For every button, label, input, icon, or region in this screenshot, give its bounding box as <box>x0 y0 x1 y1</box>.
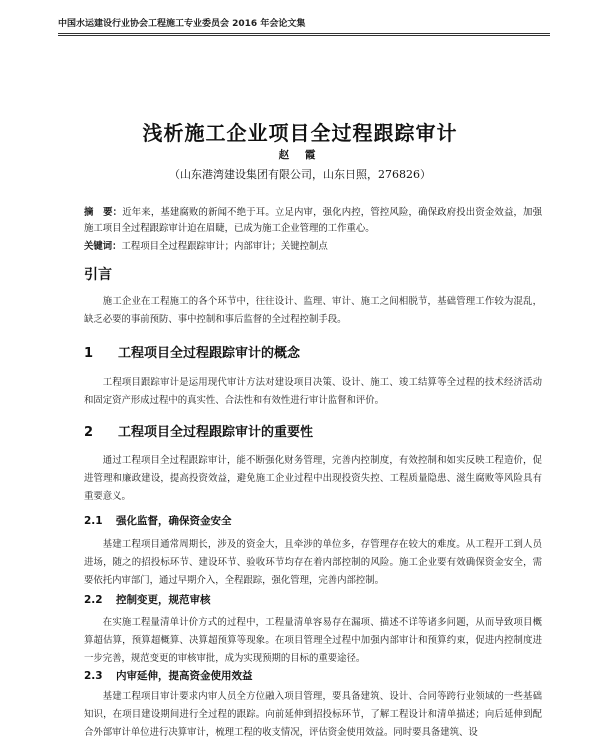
keywords-text: 工程项目全过程跟踪审计；内部审计；关键控制点 <box>121 241 328 252</box>
paper-title: 浅析施工企业项目全过程跟踪审计 <box>142 121 458 145</box>
keywords <box>84 239 542 255</box>
section-2-3-heading <box>84 668 253 683</box>
section-2-paragraph: 通过工程项目全过程跟踪审计，能不断强化财务管理，完善内控制度，有效控制和如实反映工程造价，促进管理和廉政建设，提高投资效益，避免施工企业过程中出现投资失控、工程质量隐患、滋生腐败等风险具有重要意义。 <box>84 455 542 502</box>
section-1-number: 1 <box>84 346 94 361</box>
section-2-1-paragraph: 基建工程项目通常周期长，涉及的资金大，且牵涉的单位多，存管理存在较大的难度。从工程开工到人员进场，随之的招投标环节、建设环节、验收环节均存在着内部控制的风险。施工企业要有效确保资金安全，需要依托内审部门，通过早期介入，全程跟踪，强化管理，完善内部控制。 <box>84 539 542 586</box>
keywords-label: 关键词： <box>84 241 122 252</box>
section-2-1-number: 2.1 <box>84 515 103 527</box>
header-rule <box>58 33 550 34</box>
section-2-1-heading <box>84 513 232 528</box>
section-1-heading <box>84 342 300 361</box>
section-2-3-number: 2.3 <box>84 670 103 682</box>
section-2-3-paragraph: 基建工程项目审计要求内审人员全方位融入项目管理，要具备建筑、设计、合同等跨行业领域的一些基础知识，在项目建设期间进行全过程的跟踪。向前延伸到招投标环节，了解工程设计和清单描述；向后延伸到配合外部审计单位进行决算审计，梳理工程的收支情况，评估资金使用效益。同时要具备建筑、设 <box>84 691 542 738</box>
abstract <box>84 205 542 237</box>
section-2-1-title: 强化监督，确保资金安全 <box>116 515 232 527</box>
section-1-paragraph: 工程项目跟踪审计是运用现代审计方法对建设项目决策、设计、施工、竣工结算等全过程的技术经济活动和固定资产形成过程中的真实性、合法性和有效性进行审计监督和评价。 <box>84 377 542 406</box>
section-2-number: 2 <box>84 425 94 440</box>
section-2-3-title: 内审延伸，提高资金使用效益 <box>116 670 253 682</box>
section-2-2-number: 2.2 <box>84 594 103 606</box>
abstract-label: 摘 要： <box>84 207 123 218</box>
section-1-title: 工程项目全过程跟踪审计的概念 <box>118 346 301 361</box>
author-name: 赵 霞 <box>278 149 322 161</box>
author-affiliation: （山东港湾建设集团有限公司，山东日照，276826） <box>169 168 431 181</box>
section-2-title: 工程项目全过程跟踪审计的重要性 <box>118 425 314 440</box>
intro-heading: 引言 <box>84 267 112 283</box>
intro-paragraph: 施工企业在工程施工的各个环节中，往往设计、监理、审计、施工之间相脱节，基础管理工作较为混乱，缺乏必要的事前预防、事中控制和事后监督的全过程控制手段。 <box>84 296 542 325</box>
section-2-heading <box>84 421 313 440</box>
running-header: 中国水运建设行业协会工程施工专业委员会 2016 年会论文集 <box>58 19 306 29</box>
abstract-text: 近年来，基建腐败的新闻不绝于耳。立足内审，强化内控，管控风险，确保政府投出资金效益，加强施工项目全过程跟踪审计迫在眉睫，已成为施工企业管理的工作重心。 <box>84 207 542 234</box>
header-rule-thin <box>58 35 550 36</box>
section-2-2-paragraph: 在实施工程量清单计价方式的过程中，工程量清单容易存在漏项、描述不详等诸多问题，从而导致项目概算超估算，预算超概算、决算超预算等现象。在项目管理全过程中加强内部审计和预算约束，促进内控制度进一步完善，规范变更的审核审批，成为实现预期的目标的重要途径。 <box>84 617 542 664</box>
section-2-2-heading <box>84 592 211 607</box>
section-2-2-title: 控制变更，规范审核 <box>116 594 211 606</box>
